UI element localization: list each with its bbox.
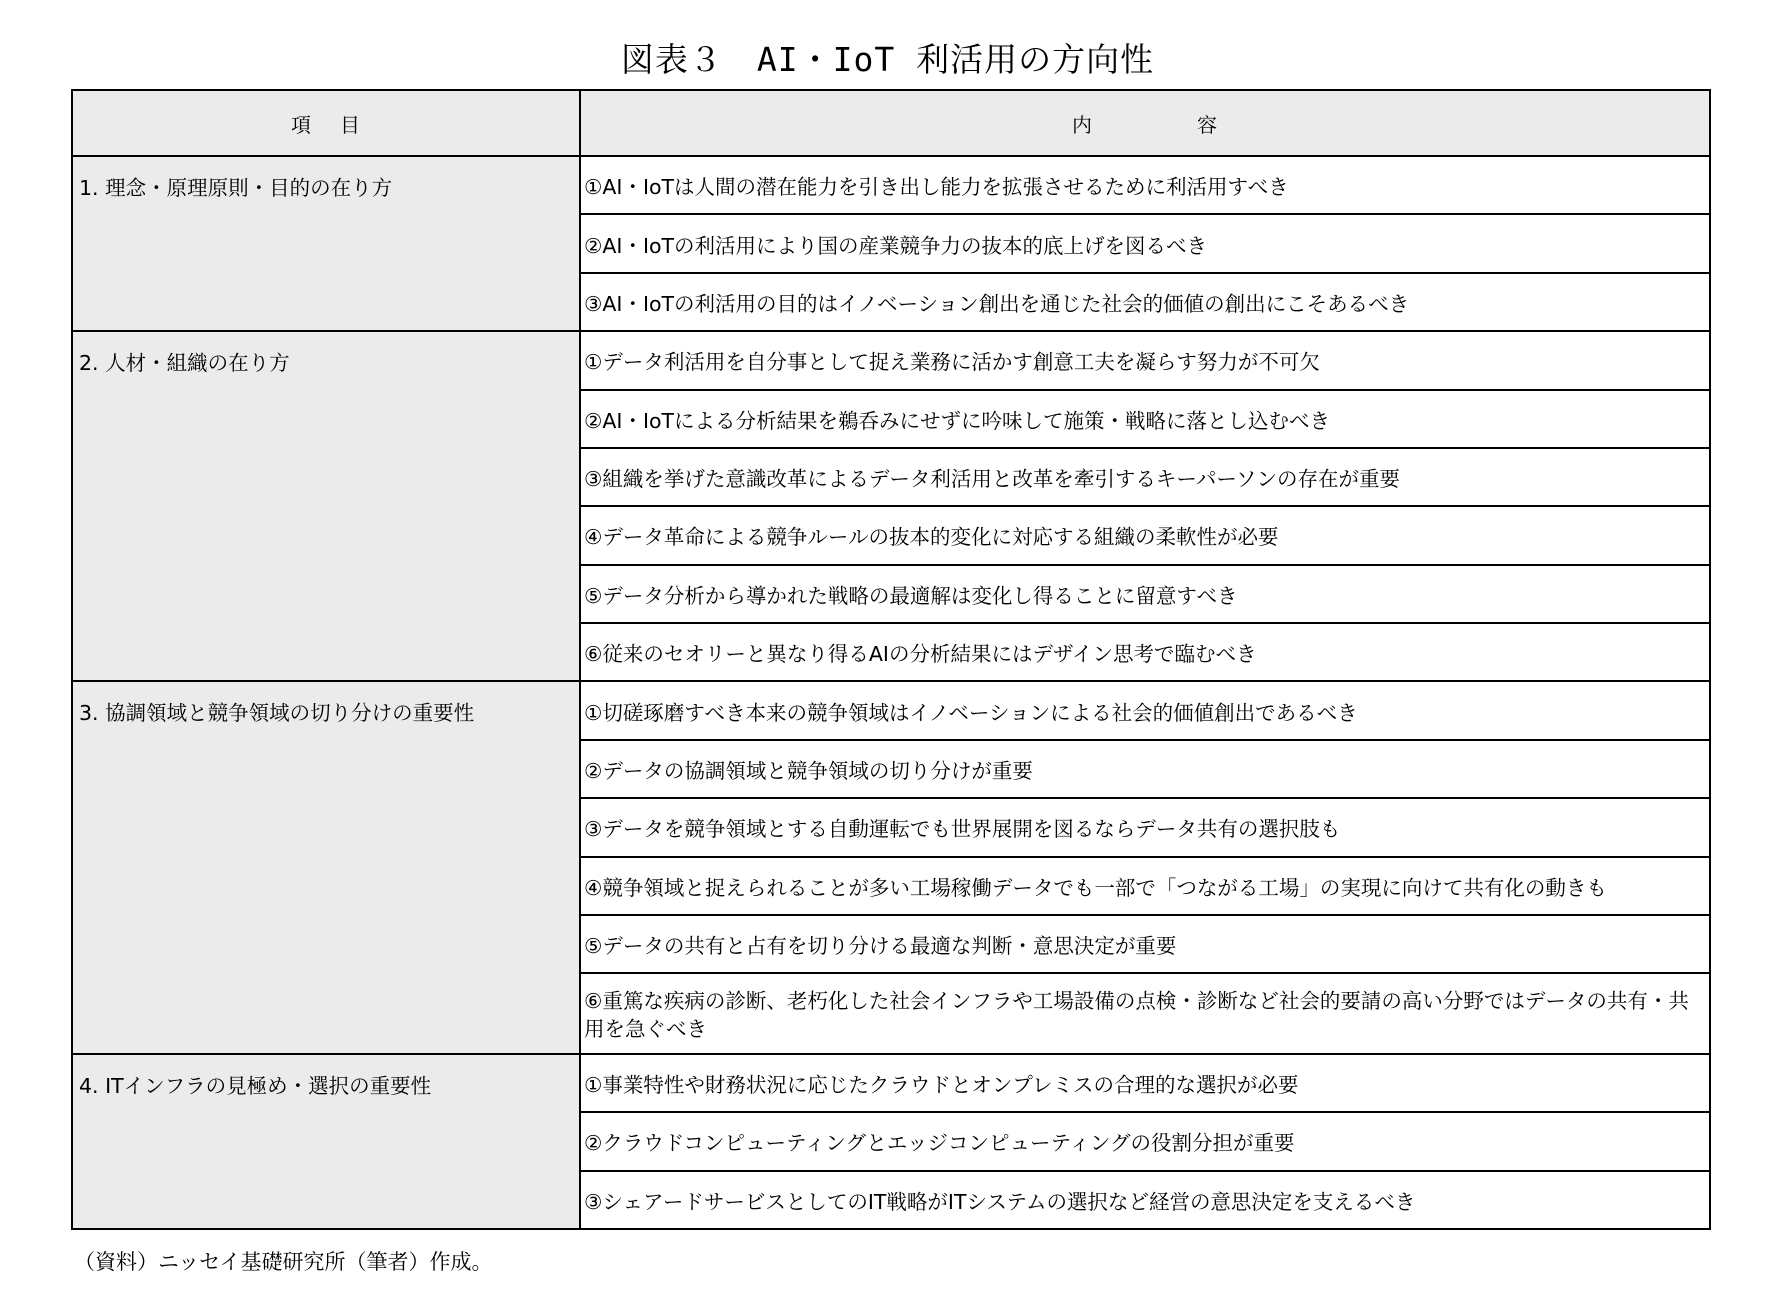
category-cell: 1. 理念・原理原則・目的の在り方 [72, 156, 580, 331]
item-cell: ③組織を挙げた意識改革によるデータ利活用と改革を牽引するキーパーソンの存在が重要 [580, 448, 1710, 506]
category-cell: 3. 協調領域と競争領域の切り分けの重要性 [72, 681, 580, 1053]
header-item-char-1: 項 [291, 112, 312, 137]
header-content [580, 90, 1710, 156]
header-item [72, 90, 580, 156]
header-item-char-2: 目 [340, 112, 361, 137]
item-cell: ②クラウドコンピューティングとエッジコンピューティングの役割分担が重要 [580, 1112, 1710, 1170]
header-content-char-2: 容 [1197, 112, 1218, 137]
header-row [72, 90, 1710, 156]
item-cell: ①事業特性や財務状況に応じたクラウドとオンプレミスの合理的な選択が必要 [580, 1054, 1710, 1112]
category-cell: 4. ITインフラの見極め・選択の重要性 [72, 1054, 580, 1229]
item-cell: ④競争領域と捉えられることが多い工場稼働データでも一部で「つながる工場」の実現に向けて共有化の動きも [580, 857, 1710, 915]
item-cell: ⑥重篤な疾病の診断、老朽化した社会インフラや工場設備の点検・診断など社会的要請の高い分野ではデータの共有・共用を急ぐべき [580, 973, 1710, 1054]
category-cell: 2. 人材・組織の在り方 [72, 331, 580, 681]
item-cell: ③AI・IoTの利活用の目的はイノベーション創出を通じた社会的価値の創出にこそあるべき [580, 273, 1710, 331]
table-row [72, 681, 1710, 739]
table-row [72, 1054, 1710, 1112]
item-cell: ③シェアードサービスとしてのIT戦略がITシステムの選択など経営の意思決定を支えるべき [580, 1171, 1710, 1229]
item-cell: ②AI・IoTによる分析結果を鵜呑みにせずに吟味して施策・戦略に落とし込むべき [580, 390, 1710, 448]
source-note: （資料）ニッセイ基礎研究所（筆者）作成。 [74, 1250, 493, 1274]
direction-table [71, 89, 1711, 1230]
item-cell: ⑥従来のセオリーと異なり得るAIの分析結果にはデザイン思考で臨むべき [580, 623, 1710, 681]
table-row [72, 156, 1710, 214]
item-cell: ③データを競争領域とする自動運転でも世界展開を図るならデータ共有の選択肢も [580, 798, 1710, 856]
item-cell: ②AI・IoTの利活用により国の産業競争力の抜本的底上げを図るべき [580, 214, 1710, 272]
header-content-char-1: 内 [1072, 112, 1093, 137]
figure-title: 図表３ AI・IoT 利活用の方向性 [620, 40, 1155, 79]
item-cell: ⑤データの共有と占有を切り分ける最適な判断・意思決定が重要 [580, 915, 1710, 973]
item-cell: ①AI・IoTは人間の潜在能力を引き出し能力を拡張させるために利活用すべき [580, 156, 1710, 214]
item-cell: ①データ利活用を自分事として捉え業務に活かす創意工夫を凝らす努力が不可欠 [580, 331, 1710, 389]
item-cell: ⑤データ分析から導かれた戦略の最適解は変化し得ることに留意すべき [580, 565, 1710, 623]
table-row [72, 331, 1710, 389]
item-cell: ④データ革命による競争ルールの抜本的変化に対応する組織の柔軟性が必要 [580, 506, 1710, 564]
item-cell: ①切磋琢磨すべき本来の競争領域はイノベーションによる社会的価値創出であるべき [580, 681, 1710, 739]
item-cell: ②データの協調領域と競争領域の切り分けが重要 [580, 740, 1710, 798]
